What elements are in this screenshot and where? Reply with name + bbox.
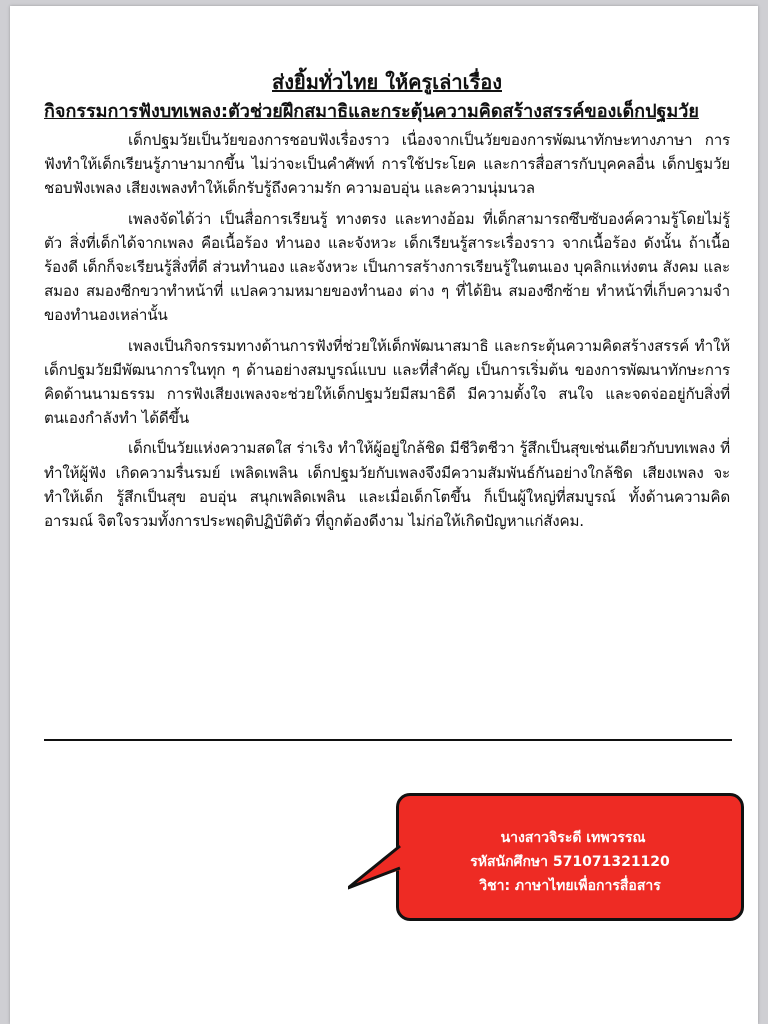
paragraph-4: เด็กเป็นวัยแห่งความสดใส ร่าเริง ทำให้ผู้อยู่ใกล้ชิด มีชีวิตชีวา รู้สึกเป็นสุขเช่นเดียวกับบทเพลง ที่ทำให้ผู้ฟัง เกิดความรื่นรมย์ เพลิดเพลิน เด็กปฐมวัยกับเพลงจึงมีความสัมพันธ์กันอย่างใกล้ชิด เสียงเพลง จะทำให้เด็ก รู้สึกเป็นสุข อบอุ่น สนุกเพลิดเพลิน และเมื่อเด็กโตขึ้น ก็เป็นผู้ใหญ่ที่สมบูรณ์ ทั้งด้านความคิด อารมณ์ จิตใจรวมทั้งการประพฤติปฏิบัติตัว ที่ถูกต้องดีงาม ไม่ก่อให้เกิดปัญหาแก่สังคม. xyxy=(44,439,730,531)
document-subtitle: กิจกรรมการฟังบทเพลง:ตัวช่วยฝึกสมาธิและกระตุ้นความคิดสร้างสรรค์ของเด็กปฐมวัย xyxy=(44,101,699,122)
horizontal-divider xyxy=(44,739,732,741)
paragraph-1: เด็กปฐมวัยเป็นวัยของการชอบฟังเรื่องราว เนื่องจากเป็นวัยของการพัฒนาทักษะทางภาษา การฟังทำให้เด็กเรียนรู้ภาษามากขึ้น ไม่ว่าจะเป็นคำศัพท์ การใช้ประโยค และการสื่อสารกับบุคคลอื่น เด็กปฐมวัยชอบฟังเพลง เสียงเพลงทำให้เด็กรับรู้ถึงความรัก ความอบอุ่น และความนุ่มนวล xyxy=(44,131,730,198)
student-id: รหัสนักศึกษา 571071321120 xyxy=(470,854,670,870)
author-info xyxy=(399,826,741,898)
paragraph-3: เพลงเป็นกิจกรรมทางด้านการฟังที่ช่วยให้เด็กพัฒนาสมาธิ และกระตุ้นความคิดสร้างสรรค์ ทำให้เด็กปฐมวัยมีพัฒนาการในทุก ๆ ด้านอย่างสมบูรณ์แบบ และที่สำคัญ เป็นการเริ่มต้น ของการพัฒนาทักษะการคิดด้านนามธรรม การฟังเสียงเพลงจะช่วยให้เด็กปฐมวัยมีสมาธิดี มีความตั้งใจ สนใจ และจดจ่ออยู่กับสิ่งที่ตนเองกำลังทำ ได้ดีขึ้น xyxy=(44,336,730,428)
author-callout-box xyxy=(396,793,744,921)
callout-tail-icon xyxy=(348,842,402,896)
document-page xyxy=(10,6,758,1024)
subject-label: วิชา: ภาษาไทยเพื่อการสื่อสาร xyxy=(479,878,661,894)
document-body xyxy=(44,68,730,539)
paragraph-2: เพลงจัดได้ว่า เป็นสื่อการเรียนรู้ ทางตรง และทางอ้อม ที่เด็กสามารถซึบซับองค์ความรู้โดยไม่รู้ตัว สิ่งที่เด็กได้จากเพลง คือเนื้อร้อง ทำนอง และจังหวะ เด็กเรียนรู้สาระเรื่องราว จากเนื้อร้อง ดังนั้น ถ้าเนื้อร้องดี เด็กก็จะเรียนรู้สิ่งที่ดี ส่วนทำนอง และจังหวะ เป็นการสร้างการเรียนรู้ในตนเอง บุคลิกแห่งตน สังคม และสมอง สมองซีกขวาทำหน้าที่ แปลความหมายของทำนอง ต่าง ๆ ที่ได้ยิน สมองซีกซ้าย ทำหน้าที่เก็บความจำของทำนองเหล่านั้น xyxy=(44,209,730,325)
author-name: นางสาวจิระดี เทพวรรณ xyxy=(500,830,646,846)
document-title: ส่งยิ้มทั่วไทย ให้ครูเล่าเรื่อง xyxy=(272,70,502,94)
